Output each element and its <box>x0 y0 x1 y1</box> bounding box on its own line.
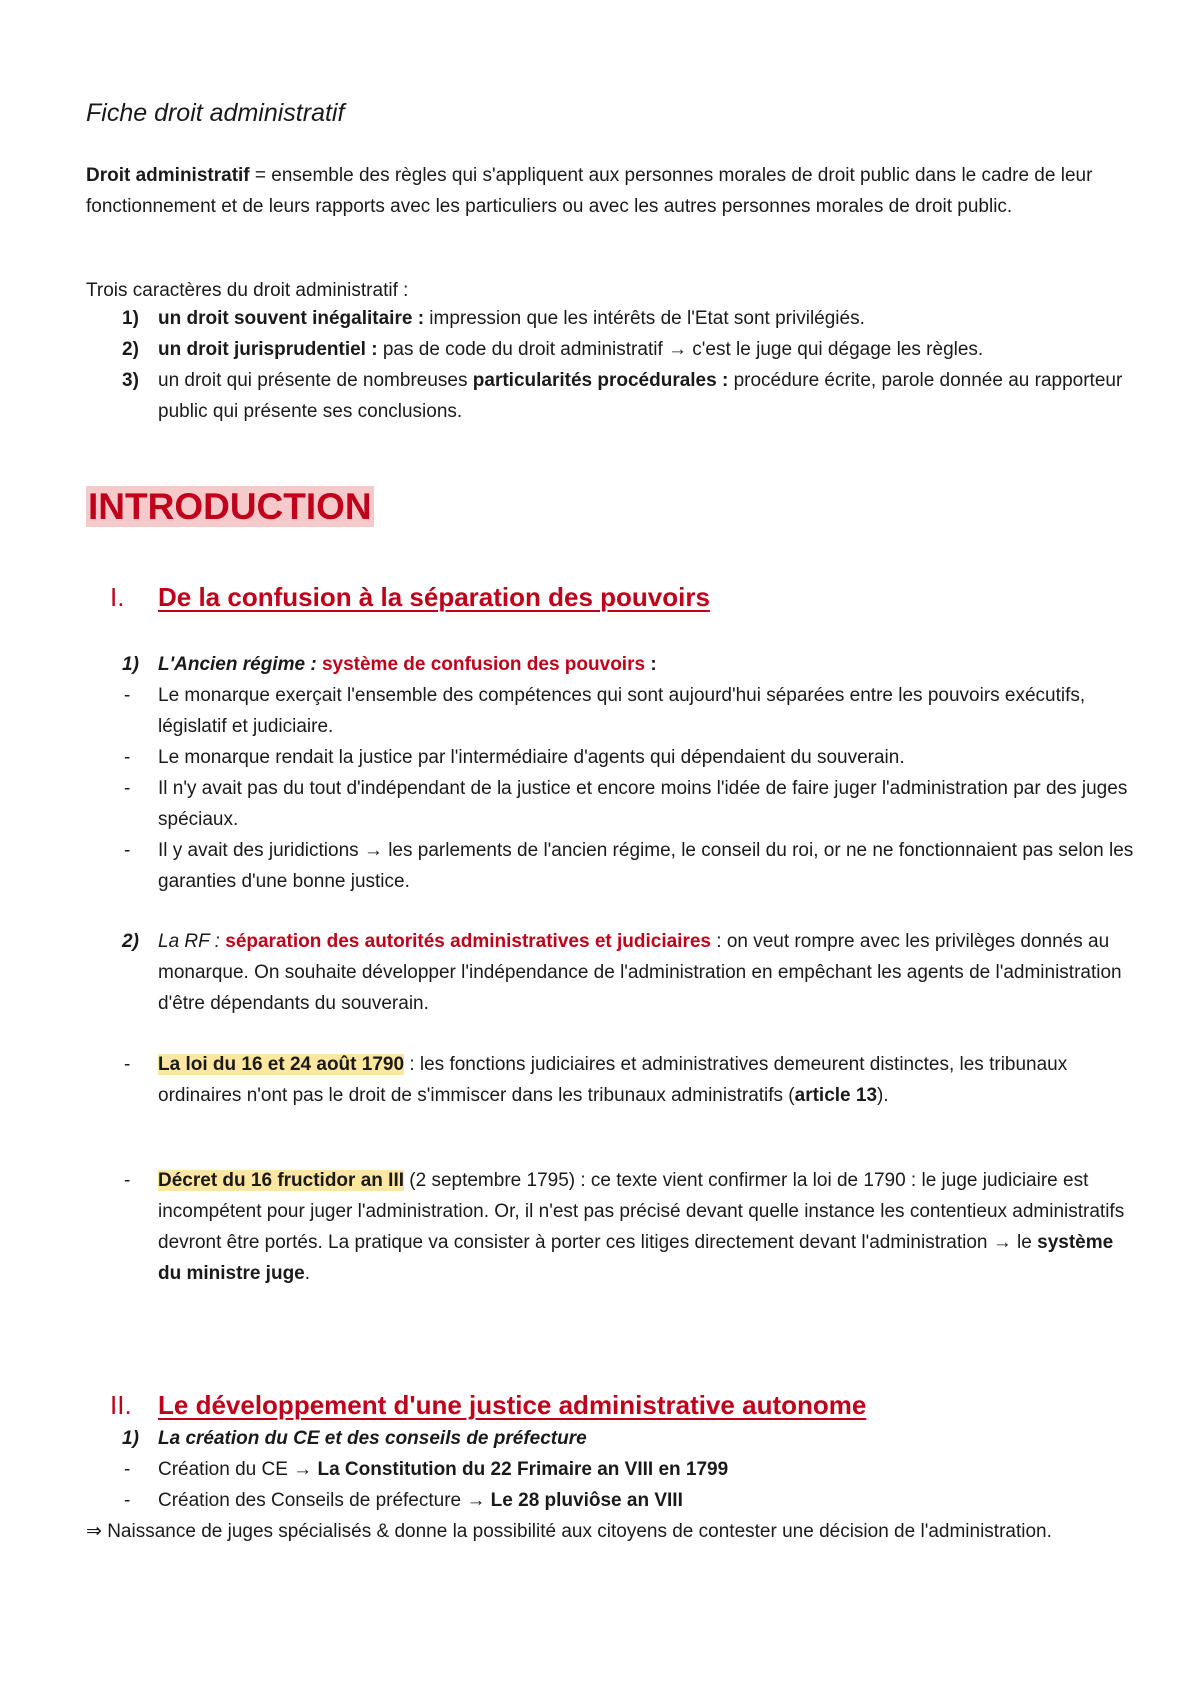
loi-1790-item: - La loi du 16 et 24 août 1790 : les fonctions judiciaires et administratives demeurent distinctes, les tribunaux ordinaires n'ont pas le droit de s'immiscer dans les tribunaux administratifs (article 13). <box>124 1054 1068 1106</box>
section-title: De la confusion à la séparation des pouvoirs <box>158 582 710 612</box>
section-number: I. <box>110 582 125 612</box>
character-item-2: 2) un droit jurisprudentiel : pas de code du droit administratif → c'est le juge qui dégage les règles. <box>86 334 1138 365</box>
section-2-heading <box>86 1388 1200 1422</box>
section-number: II. <box>110 1390 132 1420</box>
character-item-3: 3) un droit qui présente de nombreuses particularités procédurales : procédure écrite, parole donnée au rapporteur public qui présente ses conclusions. <box>86 365 1138 427</box>
list-item: - Création des Conseils de préfecture → Le 28 pluviôse an VIII <box>124 1490 683 1511</box>
list-item: - Création du CE → La Constitution du 22 Frimaire an VIII en 1799 <box>124 1459 729 1480</box>
item-number: 1) <box>122 308 139 329</box>
section-title: Le développement d'une justice administrative autonome <box>158 1390 867 1420</box>
definition-text: = ensemble des règles qui s'appliquent aux personnes morales de droit public dans le cadre de leur fonctionnement et de leurs rapports avec les particuliers ou avec les autres personnes morales de droit public. <box>86 165 1093 217</box>
characters-list <box>86 303 1138 427</box>
section-1-sub-2 <box>86 926 1138 1019</box>
item-number: 2) <box>122 339 139 360</box>
introduction-heading-wrap <box>86 484 1138 530</box>
subheading: 1) La création du CE et des conseils de préfecture <box>122 1428 587 1449</box>
list-item: - Il y avait des juridictions → les parlements de l'ancien régime, le conseil du roi, or ne ne fonctionnaient pas selon les garanties d'une bonne justice. <box>124 840 1134 892</box>
highlighted-law: La loi du 16 et 24 août 1790 <box>158 1054 405 1075</box>
definition-term: Droit administratif <box>86 165 250 186</box>
character-item-1: 1) un droit souvent inégalitaire : impression que les intérêts de l'Etat sont privilégiés. <box>86 303 1138 334</box>
section-1-heading <box>86 580 1200 614</box>
section-2-sub-1 <box>86 1423 1138 1547</box>
decret-item: - Décret du 16 fructidor an III (2 septembre 1795) : ce texte vient confirmer la loi de 1790 : le juge judiciaire est incompétent pour juger l'administration. Or, il n'est pas précisé devant quelle instance les contentieux administratifs devront être portés. La pratique va consister à porter ces litiges directement devant l'administration → le système du ministre juge. <box>124 1170 1125 1284</box>
document-title: Fiche droit administratif <box>86 99 345 127</box>
item-number: 3) <box>122 370 139 391</box>
list-item: - Le monarque rendait la justice par l'intermédiaire d'agents qui dépendaient du souverain. <box>124 747 905 768</box>
list-item: - Il n'y avait pas du tout d'indépendant de la justice et encore moins l'idée de faire juger l'administration par des juges spéciaux. <box>124 778 1128 830</box>
section-1-sub-1 <box>86 649 1138 897</box>
subheading: 2) La RF : séparation des autorités administratives et judiciaires : on veut rompre avec les privilèges donnés au monarque. On souhaite développer l'indépendance de l'administration en empêchant les agents de l'administration d'être dépendants du souverain. <box>122 931 1122 1014</box>
characters-intro: Trois caractères du droit administratif : <box>86 280 409 301</box>
introduction-heading: INTRODUCTION <box>88 486 372 527</box>
conclusion-text: ⇒ Naissance de juges spécialisés & donne la possibilité aux citoyens de contester une décision de l'administration. <box>86 1521 1052 1542</box>
subheading: 1) L'Ancien régime : système de confusion des pouvoirs : <box>122 654 657 675</box>
list-item: - Le monarque exerçait l'ensemble des compétences qui sont aujourd'hui séparées entre les pouvoirs exécutifs, législatif et judiciaire. <box>124 685 1086 737</box>
definition-paragraph <box>86 160 1138 222</box>
highlighted-decree: Décret du 16 fructidor an III <box>158 1170 404 1191</box>
